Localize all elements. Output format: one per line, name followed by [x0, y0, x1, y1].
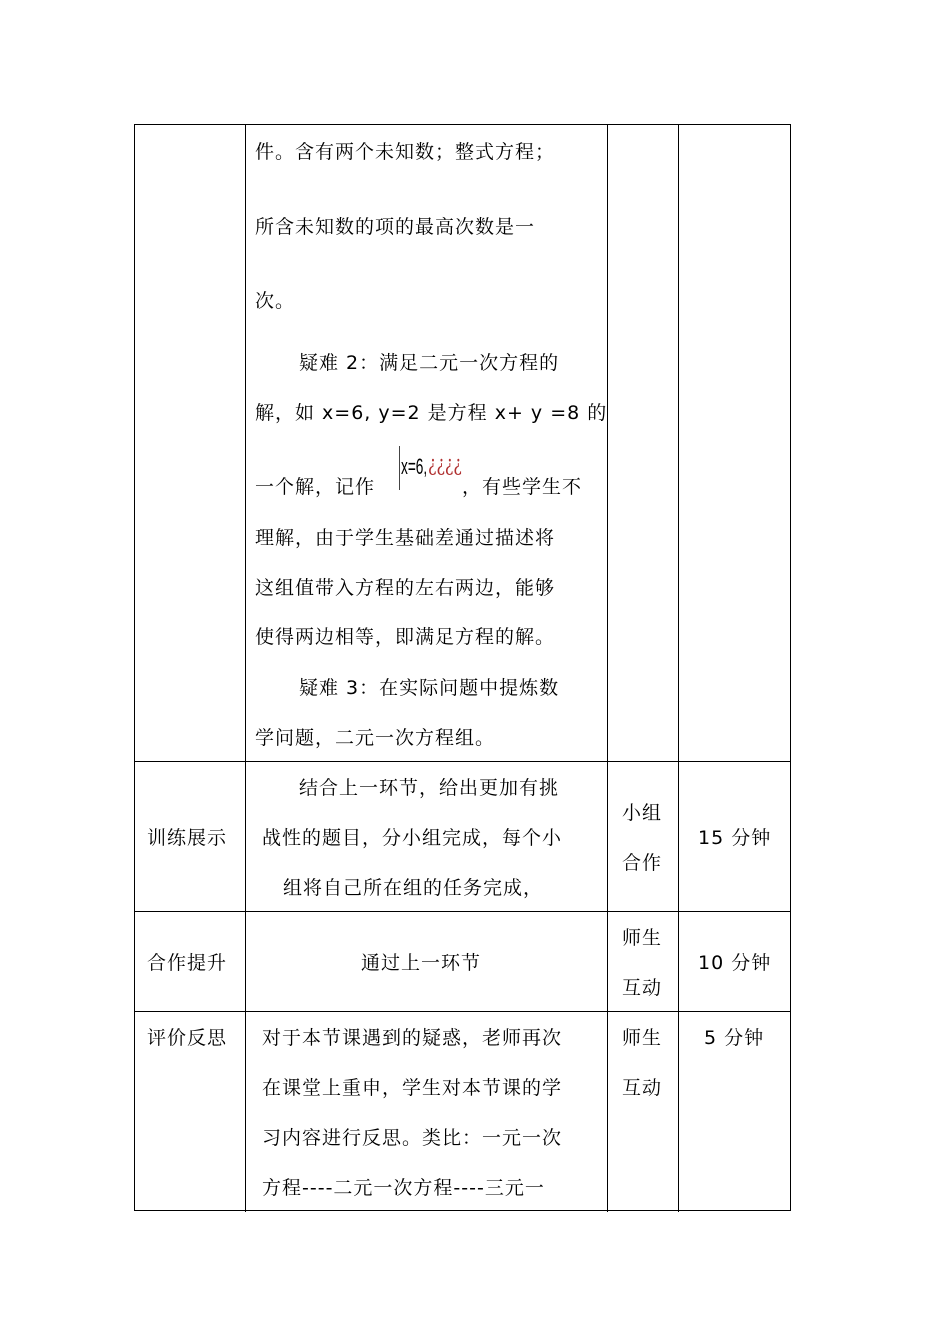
content-line: 疑难 2：满足二元一次方程的	[299, 352, 560, 374]
content-line: 通过上一环节	[361, 952, 482, 974]
method-line: 合作	[622, 852, 663, 874]
solution-notation-text: x=6,	[401, 454, 428, 479]
brace-bar	[399, 446, 400, 490]
method-line: 小组	[622, 802, 663, 824]
time-label: 5 分钟	[704, 1027, 765, 1049]
content-line: 战性的题目，分小组完成，每个小	[262, 827, 563, 849]
time-label: 10 分钟	[698, 952, 772, 974]
content-line: 在课堂上重申，学生对本节课的学	[262, 1077, 563, 1099]
content-line: 解，如 x=6, y=2 是方程 x+ y =8 的	[255, 402, 608, 424]
content-line: 使得两边相等，即满足方程的解。	[255, 626, 556, 648]
method-line: 师生	[622, 927, 663, 949]
content-line: 次。	[255, 290, 296, 312]
method-line: 互动	[622, 977, 663, 999]
stage-label: 训练展示	[147, 827, 228, 849]
column-divider	[607, 125, 608, 1212]
row-divider	[135, 761, 790, 762]
column-divider	[678, 125, 679, 1212]
time-label: 15 分钟	[698, 827, 772, 849]
content-line: ，有些学生不	[462, 476, 583, 498]
content-line: 疑难 3：在实际问题中提炼数	[299, 677, 560, 699]
row-divider	[135, 911, 790, 912]
stage-label: 合作提升	[147, 952, 228, 974]
content-line: 这组值带入方程的左右两边，能够	[255, 577, 556, 599]
content-line: 理解，由于学生基础差通过描述将	[255, 527, 556, 549]
method-line: 师生	[622, 1027, 663, 1049]
column-divider	[245, 125, 246, 1212]
content-line: 组将自己所在组的任务完成，	[283, 877, 544, 899]
content-line: 件。含有两个未知数；整式方程；	[255, 141, 556, 163]
content-line: 学问题，二元一次方程组。	[255, 727, 496, 749]
content-line: 结合上一环节，给出更加有挑	[299, 777, 560, 799]
content-line: 方程----二元一次方程----三元一	[262, 1177, 545, 1199]
garbled-glyphs: ¿¿¿¿	[428, 452, 462, 476]
content-line: 所含未知数的项的最高次数是一	[255, 216, 536, 238]
stage-label: 评价反思	[147, 1027, 228, 1049]
content-line: 一个解，记作	[255, 476, 376, 498]
content-line: 习内容进行反思。类比：一元一次	[262, 1127, 563, 1149]
method-line: 互动	[622, 1077, 663, 1099]
content-line: 对于本节课遇到的疑惑，老师再次	[262, 1027, 563, 1049]
row-divider	[135, 1011, 790, 1012]
